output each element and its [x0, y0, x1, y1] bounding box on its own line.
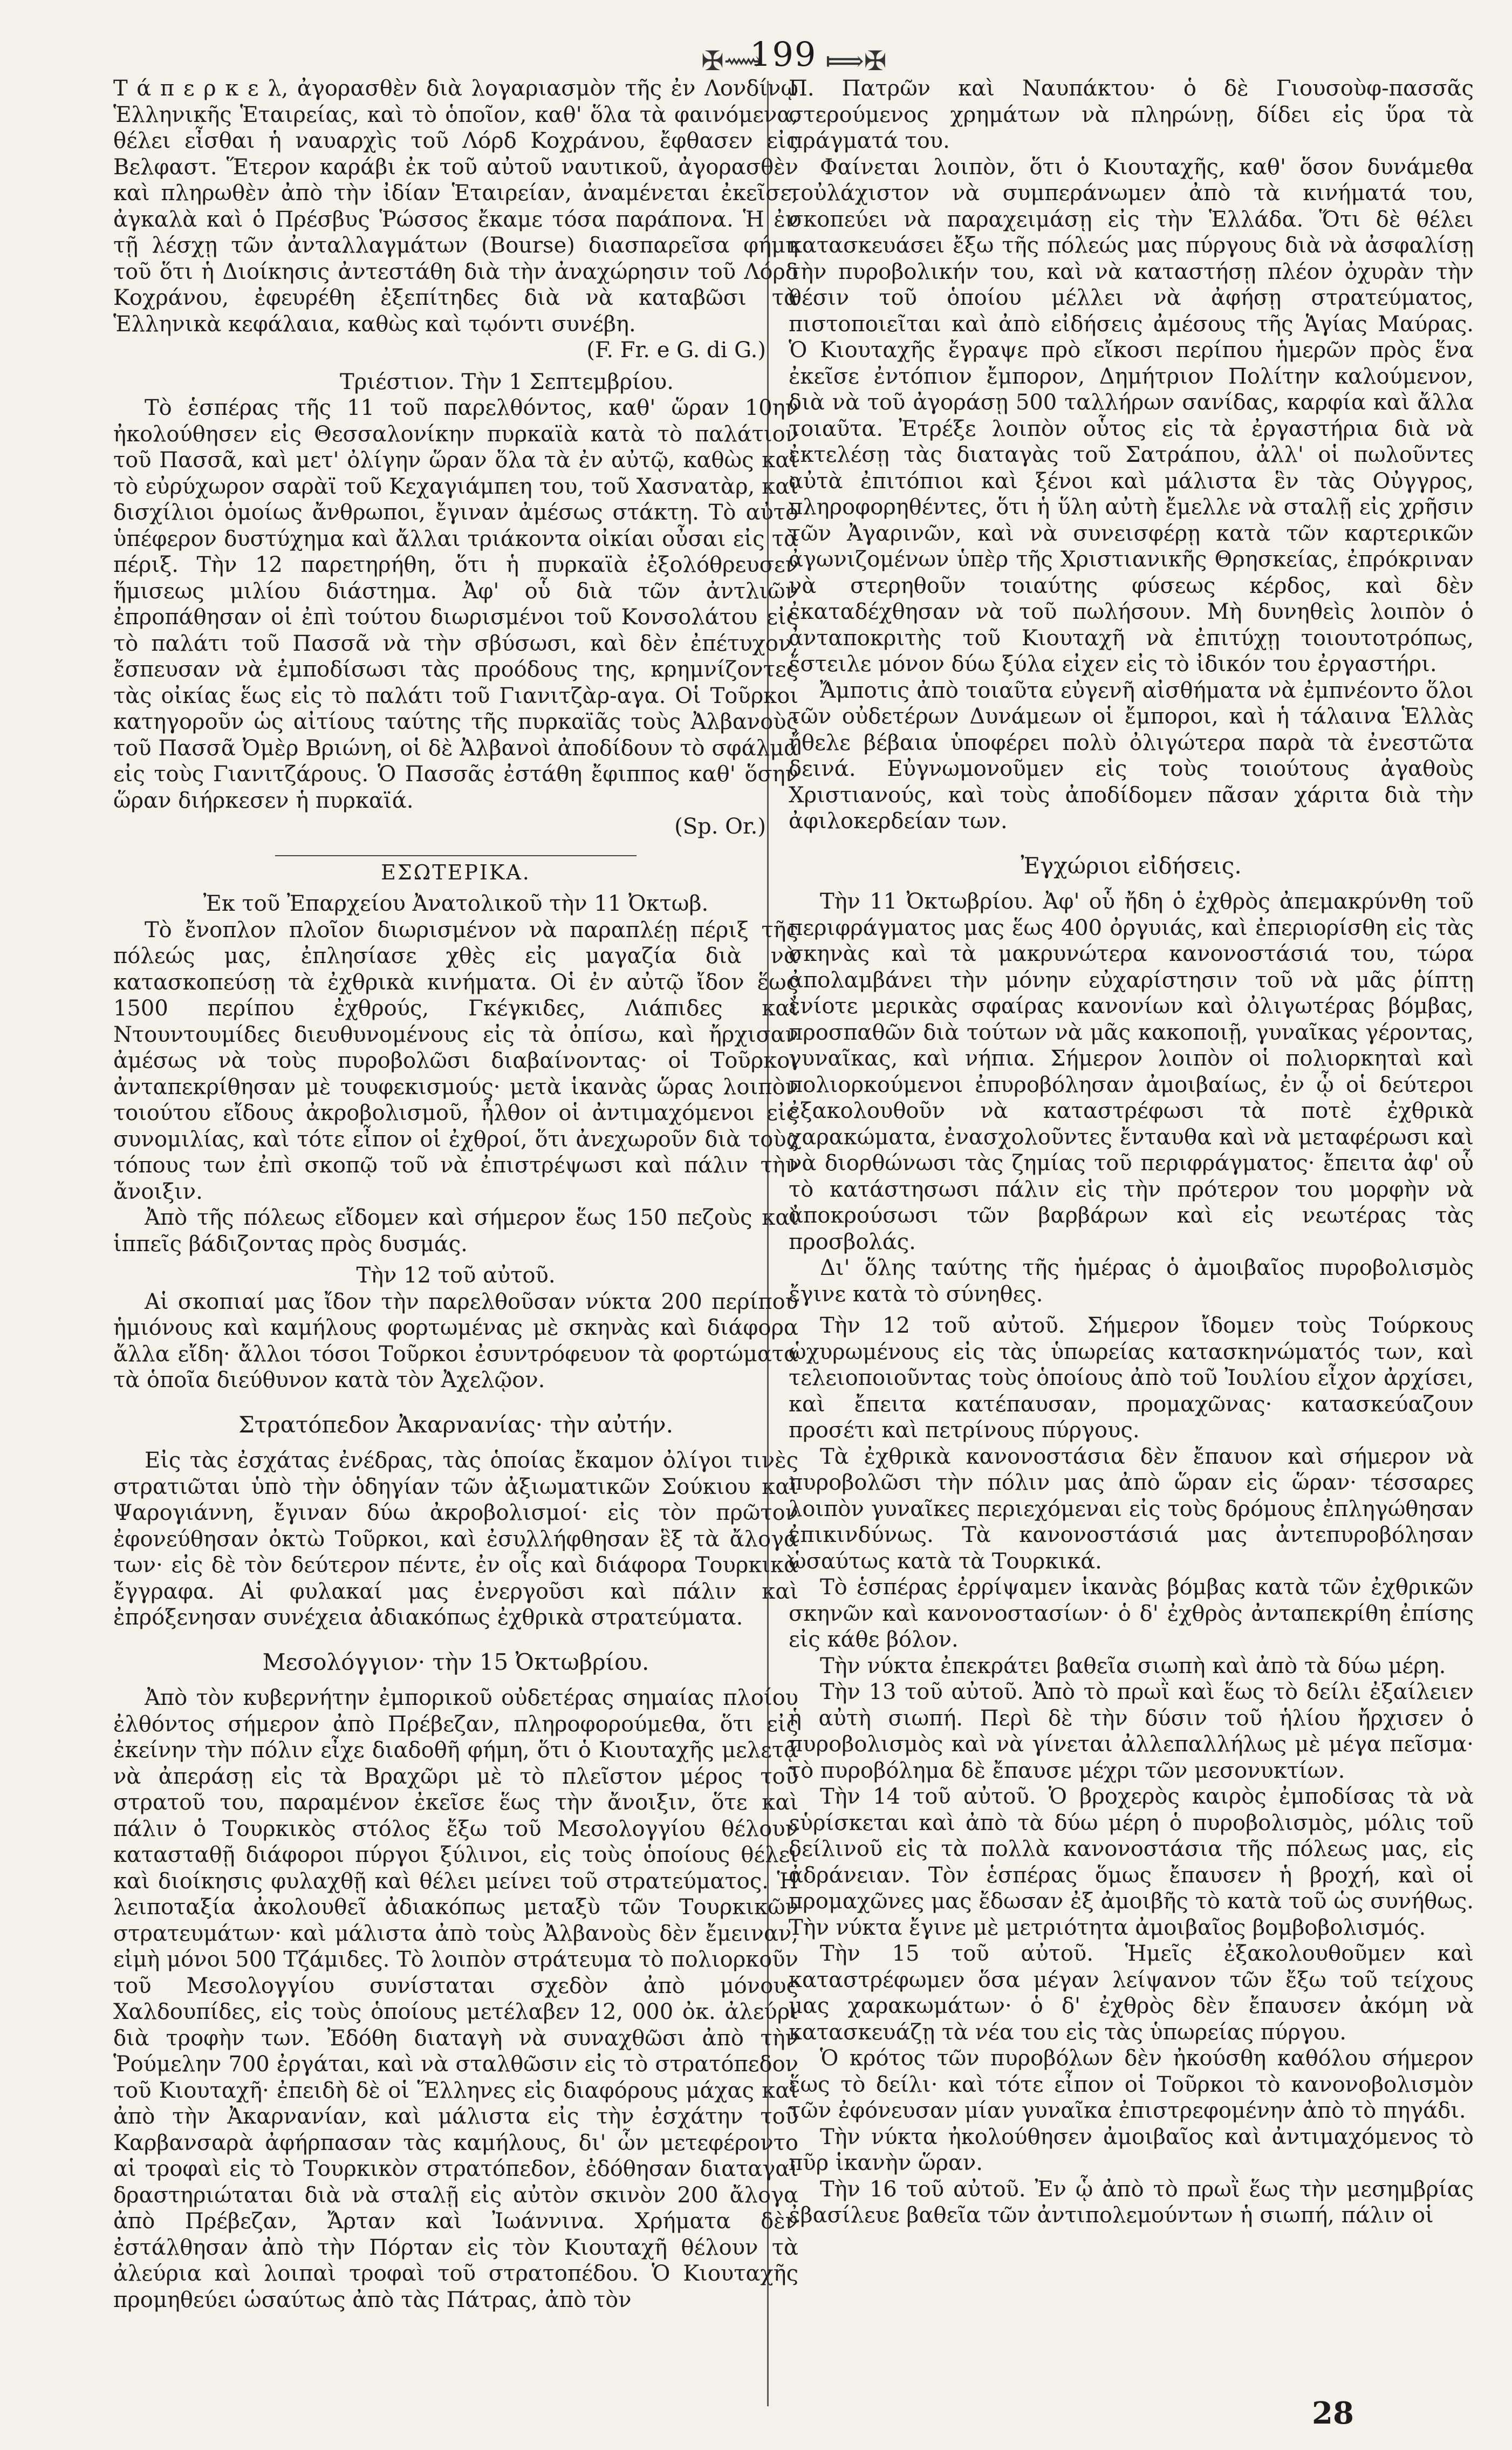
dateline: Τριέστιον. Τὴν 1 Σεπτεμβρίου.	[340, 369, 674, 394]
paragraph: Τὴν 15 τοῦ αὐτοῦ. Ἡμεῖς ἐξακολουθοῦμεν καὶ καταστρέφωμεν ὅσα μέγαν λείψανον τῶν ἔξω τοῦ τείχους μας χαρακωμάτων· ὁ δ' ἐχθρὸς δὲν ἔπαυσεν ἀκόμη νὰ κατασκευάζῃ τὰ νέα του εἰς τὰς ὑπωρείας πύργου.	[789, 1941, 1474, 2045]
paragraph: Π. Πατρῶν καὶ Ναυπάκτου· ὁ δὲ Γιουσοὺφ-πασσᾶς στερούμενος χρημάτων νὰ πληρώνῃ, δίδει εἰς ὕρα τὰ πράγματά του.	[789, 76, 1474, 153]
left-column	[113, 76, 798, 2313]
subheading: Μεσολόγγιον· τὴν 15 Ὀκτωβρίου.	[262, 1648, 649, 1675]
source-signature: (Sp. Or.)	[674, 814, 766, 839]
paragraph: Τὴν νύκτα ἠκολούθησεν ἀμοιβαῖος καὶ ἀντιμαχόμενος τὸ πῦρ ἱκανὴν ὥραν.	[789, 2124, 1474, 2175]
dateline: Ἐκ τοῦ Ἐπαρχείου Ἀνατολικοῦ τὴν 11 Ὀκτωβ.	[203, 891, 709, 916]
paragraph: Τὸ ἑσπέρας ἐρρίψαμεν ἱκανὰς βόμβας κατὰ τῶν ἐχθρικῶν σκηνῶν καὶ κανονοστασίων· ὁ δ' ἐχθρὸς ἀνταπεκρίθη ἐπίσης εἰς κάθε βόλον.	[789, 1575, 1474, 1652]
dateline: Τὴν 12 τοῦ αὐτοῦ.	[356, 1263, 556, 1288]
paragraph: Εἰς τὰς ἐσχάτας ἐνέδρας, τὰς ὁποίας ἔκαμον ὀλίγοι τινὲς στρατιῶται ὑπὸ τὴν ὁδηγίαν τῶν ἀξιωματικῶν Σούκιου καὶ Ψαρογιάννη, ἔγιναν δύω ἀκροβολισμοί· εἰς τὸν πρῶτον ἐφονεύθησαν ὀκτὼ Τοῦρκοι, καὶ ἐσυλλήφθησαν ἓξ τὰ ἄλογά των· εἰς δὲ τὸν δεύτερον πέντε, ἐν οἷς καὶ διάφορα Τουρκικὰ ἔγγραφα. Αἱ φυλακαί μας ἐνεργοῦσι καὶ πάλιν καὶ ἐπρόξενησαν συνέχεια ἀδιακόπως ἐχθρικὰ στρατεύματα.	[113, 1448, 798, 1630]
right-column	[789, 76, 1474, 2229]
paragraph: Τὴν νύκτα ἐπεκράτει βαθεῖα σιωπὴ καὶ ἀπὸ τὰ δύω μέρη.	[820, 1653, 1446, 1678]
paragraph: Τὴν 13 τοῦ αὐτοῦ. Ἀπὸ τὸ πρωῒ καὶ ἕως τὸ δείλι ἐξαίλειεν ἡ αὐτὴ σιωπή. Περὶ δὲ τὴν δύσιν τοῦ ἡλίου ἤρχισεν ὁ πυροβολισμὸς καὶ νὰ γίνεται ἀλλεπαλλήλως μὲ μέγα πεῖσμα· τὸ πυροβόλημα δὲ ἔπαυσε μέχρι τῶν μεσονυκτίων.	[789, 1680, 1474, 1783]
paragraph: Τὰ ἐχθρικὰ κανονοστάσια δὲν ἔπαυον καὶ σήμερον νὰ πυροβολῶσι τὴν πόλιν μας ἀπὸ ὥραν εἰς ὥραν· τέσσαρες λοιπὸν γυναῖκες περιεχόμεναι εἰς τοὺς δρόμους ἐπληγώθησαν ἐπικινδύνως. Τὰ κανονοστάσιά μας ἀντεπυροβόλησαν ὡσαύτως κατὰ τὰ Τουρκικά.	[789, 1444, 1474, 1574]
section-rule	[275, 855, 637, 856]
paragraph: Αἱ σκοπιαί μας ἴδον τὴν παρελθοῦσαν νύκτα 200 περίπου ἡμιόνους καὶ καμήλους φορτωμένας μὲ σκηνὰς καὶ διάφορα ἄλλα εἴδη· ἄλλοι τόσοι Τοῦρκοι ἐσυντρόφευον τὰ φορτώματα τὰ ὁποῖα διεύθυνον κατὰ τὸν Ἀχελῷον.	[113, 1289, 798, 1393]
paragraph: Δι' ὅλης ταύτης τῆς ἡμέρας ὁ ἀμοιβαῖος πυροβολισμὸς ἔγινε κατὰ τὸ σύνηθες.	[789, 1255, 1474, 1307]
paragraph: Τὴν 11 Ὀκτωβρίου. Ἀφ' οὗ ἤδη ὁ ἐχθρὸς ἀπεμακρύνθη τοῦ περιφράγματος μας ἕως 400 ὀργυιάς, καὶ ἐπεριορίσθη εἰς τὰς σκηνὰς καὶ τὰ μακρυνώτερα κανονοστάσιά του, τώρα ἀπολαμβάνει τὴν μόνην εὐχαρίστησιν τοῦ νὰ μᾶς ῥίπτῃ ἐνίοτε μερικὰς σφαίρας κανονίων καὶ ὀλιγωτέρας βόμβας, προσπαθῶν διὰ τούτων νὰ μᾶς κακοποιῇ, γυναῖκας γέροντας, γυναῖκας, καὶ νήπια. Σήμερον λοιπὸν οἱ πολιορκηταὶ καὶ πολιορκούμενοι ἐπυροβόλησαν ἀμοιβαίως, ἐν ᾧ οἱ δεύτεροι ἐξακολουθοῦν νὰ καταστρέφωσι τὰ ποτὲ ἐχθρικὰ χαρακώματα, ἐνασχολοῦντες ἔνταυθα καὶ νὰ μεταφέρωσι καὶ νὰ διορθώνωσι τὰς ζημίας τοῦ περιφράγματος· ἔπειτα ἀφ' οὗ τὸ κατάστησωσι πάλιν εἰς τὴν πρότερον του μορφὴν νὰ ἀποκρούσωσι τῶν βαρβάρων καὶ εἰς νεωτέρας τὰς προσβολάς.	[789, 889, 1474, 1254]
signature-number: 28	[1312, 2396, 1354, 2431]
subheading: Ἐγχώριοι εἰδήσεις.	[1021, 852, 1242, 879]
paragraph: Τὸ ἔνοπλον πλοῖον διωρισμένον νὰ παραπλέῃ πέριξ τῆς πόλεώς μας, ἐπλησίασε χθὲς εἰς μαγαζία διὰ νὰ κατασκοπεύσῃ τὰ ἐχθρικὰ κινήματα. Οἱ ἐν αὐτῷ ἴδον ἕως 1500 περίπου ἐχθρούς, Γκέγκιδες, Λιάπιδες καὶ Ντουντουμίδες διευθυνομένους εἰς τὰ ὀπίσω, καὶ ἤρχισαν ἀμέσως νὰ τοὺς πυροβολῶσι διαβαίνοντας· οἱ Τοῦρκοι ἀνταπεκρίθησαν μὲ τουφεκισμούς· μετὰ ἱκανὰς ὥρας λοιπὸν τοιούτου εἴδους ἀκροβολισμοῦ, ἦλθον οἱ ἀντιμαχόμενοι εἰς συνομιλίας, καὶ τότε εἶπον οἱ ἐχθροί, ὅτι ἀνεχωροῦν διὰ τοὺς τόπους των ἐπὶ σκοπῷ τοῦ νὰ ἐπιστρέψωσι καὶ πάλιν τὴν ἄνοιξιν.	[113, 917, 798, 1204]
paragraph: Φαίνεται λοιπὸν, ὅτι ὁ Κιουταχῆς, καθ' ὅσον δυνάμεθα τοὐλάχιστον νὰ συμπεράνωμεν ἀπὸ τὰ κινήματά του, σκοπεύει νὰ παραχειμάσῃ εἰς τὴν Ἑλλάδα. Ὅτι δὲ θέλει κατασκευάσει ἔξω τῆς πόλεώς μας πύργους διὰ νὰ ἀσφαλίσῃ τὴν πυροβολικήν του, καὶ νὰ καταστήσῃ πλέον ὀχυρὰν τὴν θέσιν τοῦ ὁποίου μέλλει νὰ ἀφήσῃ στρατεύματος, πιστοποιεῖται καὶ ἀπὸ εἰδήσεις ἀμέσους τῆς Ἁγίας Μαύρας. Ὁ Κιουταχῆς ἔγραψε πρὸ εἴκοσι περίπου ἡμερῶν πρὸς ἕνα ἐκεῖσε ἐντόπιον ἔμπορον, Δημήτριον Πολίτην καλούμενον, διὰ νὰ τοῦ ἀγοράσῃ 500 ταλλήρων σανίδας, καρφία καὶ ἄλλα τοιαῦτα. Ἐτρέξε λοιπὸν οὗτος εἰς τὰ ἐργαστήρια διὰ νὰ ἐκτελέσῃ τὰς διαταγὰς τοῦ Σατράπου, ἀλλ' οἱ πωλοῦντες αὐτὰ ἐπιτόπιοι καὶ ξένοι καὶ μάλιστα ἓν τὰς Οὐγγρος, πληροφορηθέντες, ὅτι ἡ ὕλη αὐτὴ ἔμελλε νὰ σταλῇ εἰς χρῆσιν τῶν Ἀγαρινῶν, καὶ νὰ συνεισφέρῃ κατὰ τῶν καρτερικῶν ἀγωνιζομένων ὑπὲρ τῆς Χριστιανικῆς Θρησκείας, ἐπρόκριναν νὰ στερηθοῦν τοιαύτης φύσεως κέρδος, καὶ δὲν ἐκαταδέχθησαν νὰ τοῦ πωλήσουν. Μὴ δυνηθεὶς λοιπὸν ὁ ἀνταποκριτὴς τοῦ Κιουταχῆ νὰ ἐπιτύχῃ τοιουτοτρόπως, ἔστειλε μόνον δύω ξύλα εἰχεν εἰς τὸ ἰδικόν του ἐργαστήρι.	[789, 154, 1474, 677]
paragraph: Ὁ κρότος τῶν πυροβόλων δὲν ἠκούσθη καθόλου σήμερον ἕως τὸ δείλι· καὶ τότε εἶπον οἱ Τοῦρκοι τὸ κανονοβολισμὸν τῶν ἐφόνευσαν μίαν γυναῖκα ἐπιστρεφομένην ἀπὸ τὸ πηγάδι.	[789, 2046, 1474, 2123]
paragraph: Τὴν 14 τοῦ αὐτοῦ. Ὁ βροχερὸς καιρὸς ἐμποδίσας τὰ νὰ εὑρίσκεται καὶ ἀπὸ τὰ δύω μέρη ὁ πυροβολισμὸς, μόλις τοῦ δείλινοῦ εἰς τὰ πολλὰ κανονοστάσια τῆς πόλεως μας, εἰς ἀδράνειαν. Τὸν ἑσπέρας ὅμως ἔπαυσεν ἡ βροχή, καὶ οἱ προμαχῶνες μας ἔδωσαν ἐξ ἀμοιβῆς τὸ κατὰ τοῦ ὡς συνήθως. Τὴν νύκτα ἔγινε μὲ μετριότητα ἀμοιβαῖος βομβοβολισμός.	[789, 1784, 1474, 1940]
paragraph: Τὸ ἑσπέρας τῆς 11 τοῦ παρελθόντος, καθ' ὥραν 10ην ἠκολούθησεν εἰς Θεσσαλονίκην πυρκαϊὰ κατὰ τὸ παλάτιον τοῦ Πασσᾶ, καὶ μετ' ὀλίγην ὥραν ὅλα τὰ ἐν αὐτῷ, καθὼς καὶ τὸ εὐρύχωρον σαρὰϊ τοῦ Κεχαγιάμπεη του, τοῦ Χασνατὰρ, καὶ δισχίλιοι ὁμοίως ἄνθρωποι, ἔγιναν ἀμέσως στάκτη. Τὸ αὐτὸ ὑπέφερον δυστύχημα καὶ ἄλλαι τριάκοντα οἰκίαι οὖσαι εἰς τὰ πέριξ. Τὴν 12 παρετηρήθη, ὅτι ἡ πυρκαϊὰ ἐξολόθρευσεν ἥμισεως μιλίου διάστημα. Ἀφ' οὗ διὰ τῶν ἀντλιῶν ἐπροπάθησαν οἱ ἐπὶ τούτου διωρισμένοι τοῦ Κονσολάτου εἰς τὸ παλάτι τοῦ Πασσᾶ νὰ τὴν σβύσωσι, καὶ δὲν ἐπέτυχον, ἔσπευσαν νὰ ἐμποδίσωσι τὰς προόδους της, κρημνίζοντες τὰς οἰκίας ἕως εἰς τὸ παλάτι τοῦ Γιανιτζὰρ-αγα. Οἱ Τοῦρκοι κατηγοροῦν ὡς αἰτίους ταύτης τῆς πυρκαϊᾶς τοὺς Ἀλβανοὺς τοῦ Πασσᾶ Ὀμὲρ Βριώνη, οἱ δὲ Ἀλβανοὶ ἀποδίδουν τὸ σφάλμα εἰς τοὺς Γιανιτζάρους. Ὁ Πασσᾶς ἐστάθη ἔφιππος καθ' ὅσην ὥραν διήρκεσεν ἡ πυρκαϊά.	[113, 395, 798, 813]
paragraph: Ἀπὸ τῆς πόλεως εἴδομεν καὶ σήμερον ἕως 150 πεζοὺς καὶ ἱππεῖς βάδιζοντας πρὸς δυσμάς.	[113, 1205, 798, 1257]
source-signature: (F. Fr. e G. di G.)	[586, 338, 766, 363]
paragraph: Τ ά π ε ρ κ ε λ, ἀγορασθὲν διὰ λογαριασμὸν τῆς ἐν Λονδίνῳ Ἑλληνικῆς Ἑταιρείας, καὶ τὸ ὁποῖον, καθ' ὅλα τὰ φαινόμενα, θέλει εἶσθαι ἡ ναυαρχὶς τοῦ Λόρδ Κοχράνου, ἔφθασεν εἰς Βελφαστ. Ἕτερον καράβι ἐκ τοῦ αὐτοῦ ναυτικοῦ, ἀγορασθὲν καὶ πληρωθὲν ἀπὸ τὴν ἰδίαν Ἑταιρείαν, ἀναμένεται ἐκεῖσε, ἀγκαλὰ καὶ ὁ Πρέσβυς Ῥώσσος ἔκαμε τόσα παράπονα. Ἡ ἐν τῇ λέσχῃ τῶν ἀνταλλαγμάτων (Bourse) διασπαρεῖσα φήμη τοῦ ὅτι ἡ Διοίκησις ἀντεστάθη διὰ τὴν ἀναχώρησιν τοῦ Λόρδ Κοχράνου, ἐφευρέθη ἐξεπίτηδες διὰ νὰ καταβῶσι τὰ Ἑλληνικὰ κεφάλαια, καθὼς καὶ τῳόντι συνέβη.	[113, 76, 798, 337]
paragraph: Ἀπὸ τὸν κυβερνήτην ἐμπορικοῦ οὐδετέρας σημαίας πλοίου ἐλθόντος σήμερον ἀπὸ Πρέβεζαν, πληροφορούμεθα, ὅτι εἰς ἐκείνην τὴν πόλιν εἶχε διαδοθῆ φήμη, ὅτι ὁ Κιουταχῆς μελετᾷ νὰ ἀπεράσῃ εἰς τὰ Βραχῶρι μὲ τὸ πλεῖστον μέρος τοῦ στρατοῦ του, παραμένον ἐκεῖσε ἕως τὴν ἄνοιξιν, ὅτε καὶ πάλιν ὁ Τουρκικὸς στόλος ἔξω τοῦ Μεσολογγίου θέλουν κατασταθῇ διάφοροι πύργοι ξύλινοι, εἰς τοὺς ὁποίους θέλει καὶ διοίκησις φυλαχθῇ καὶ θέλει μείνει τοῦ στρατεύματος. Ἡ λειποταξία ἀκολουθεῖ ἀδιακόπως μεταξὺ τῶν Τουρκικῶν στρατευμάτων· καὶ μάλιστα ἀπὸ τοὺς Ἀλβανοὺς δὲν ἔμειναν, εἰμὴ μόνοι 500 Τζάμιδες. Τὸ λοιπὸν στράτευμα τὸ πολιορκοῦν τοῦ Μεσολογγίου συνίσταται σχεδὸν ἀπὸ μόνους Χαλδουπίδες, εἰς τοὺς ὁποίους μετέλαβεν 12, 000 ὀκ. ἀλεύρι διὰ τροφὴν των. Ἐδόθη διαταγὴ νὰ συναχθῶσι ἀπὸ τὴν Ῥούμελην 700 ἐργάται, καὶ νὰ σταλθῶσιν εἰς τὸ στρατόπεδον τοῦ Κιουταχῆ· ἐπειδὴ δὲ οἱ Ἕλληνες εἰς διαφόρους μάχας καὶ ἀπὸ τὴν Ἀκαρνανίαν, καὶ μάλιστα εἰς τὴν ἐσχάτην τοῦ Καρβανσαρὰ ἀφήρπασαν τὰς καμήλους, δι' ὧν μετεφέροντο αἱ τροφαὶ εἰς τὸ Τουρκικὸν στρατόπεδον, ἐδόθησαν διαταγαὶ δραστηριώταται διὰ νὰ σταλῇ εἰς αὐτὸν σκινὸν 200 ἄλογα ἀπὸ Πρέβεζαν, Ἄρταν καὶ Ἰωάννινα. Χρήματα δὲν ἐστάλθησαν ἀπὸ τὴν Πόρταν εἰς τὸν Κιουταχῆ θέλουν τὰ ἀλεύρια καὶ λοιπαὶ τροφαὶ τοῦ στρατοπέδου. Ὁ Κιουταχῆς προμηθεύει ὡσαύτως ἀπὸ τὰς Πάτρας, ἀπὸ τὸν	[113, 1685, 798, 2312]
paragraph: Ἄμποτις ἀπὸ τοιαῦτα εὐγενῆ αἰσθήματα νὰ ἐμπνέοντο ὅλοι τῶν οὐδετέρων Δυνάμεων οἱ ἔμποροι, καὶ ἡ τάλαινα Ἑλλὰς ἤθελε βέβαια ὑποφέρει πολὺ ὀλιγώτερα παρὰ τὰ ἐνεστῶτα δεινά. Εὐγνωμονοῦμεν εἰς τοὺς τοιούτους ἀγαθοὺς Χριστιανούς, καὶ τοὺς ἀποδίδομεν πᾶσαν χάριτα διὰ τὴν ἀφιλοκερδείαν των.	[789, 678, 1474, 834]
page-number: 199	[750, 35, 817, 74]
paragraph: Τὴν 16 τοῦ αὐτοῦ. Ἐν ᾧ ἀπὸ τὸ πρωῒ ἕως τὴν μεσημβρίας ἐβασίλευε βαθεῖα τῶν ἀντιπολεμούντων ἡ σιωπή, πάλιν οἱ	[789, 2176, 1474, 2228]
paragraph: Τὴν 12 τοῦ αὐτοῦ. Σήμερον ἴδομεν τοὺς Τούρκους ὡχυρωμένους εἰς τὰς ὑπωρείας κατασκηνώματός των, καὶ τελειοποιοῦντας τοὺς ὁποίους ἀπὸ τοῦ Ἰουλίου εἶχον ἀρχίσει, καὶ ἔπειτα κατέπαυσαν, προμαχῶνας· κατασκεύαζουν προσέτι καὶ πετρίνους πύργους.	[789, 1313, 1474, 1443]
ornament-right-icon: ⟾✠	[825, 45, 887, 77]
ornament-left-icon: ✠⟿	[701, 45, 763, 77]
subheading: Στρατόπεδον Ἀκαρνανίας· τὴν αὐτήν.	[238, 1411, 673, 1438]
page-header	[0, 31, 1512, 80]
section-heading: ΕΣΩΤΕΡΙΚΑ.	[381, 860, 531, 884]
